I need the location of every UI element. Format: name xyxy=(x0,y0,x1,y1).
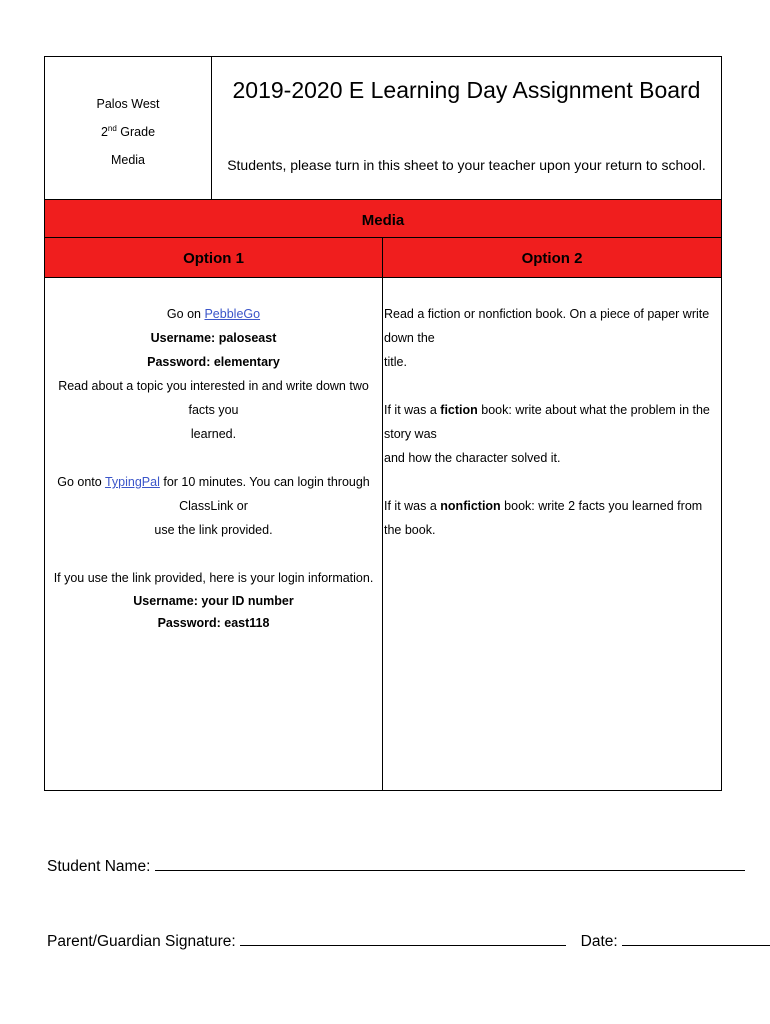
go-on-text: Go on xyxy=(166,307,201,321)
nonfiction-prefix: If it was a xyxy=(384,499,437,513)
grade-word: Grade xyxy=(120,125,156,139)
nonfiction-word: nonfiction xyxy=(440,499,501,513)
options-band xyxy=(45,238,721,278)
date-label: Date: xyxy=(580,933,618,950)
username-line: Username: paloseast xyxy=(150,331,277,345)
read-instruction-line-2: learned. xyxy=(190,427,237,441)
password-line: Password: elementary xyxy=(147,355,280,369)
option-2-label: Option 2 xyxy=(521,249,583,267)
date-field[interactable] xyxy=(622,931,770,946)
fiction-rest: book: write about what the problem in the story was xyxy=(384,403,710,441)
section-title: Media xyxy=(361,212,405,229)
pebblego-link[interactable]: PebbleGo xyxy=(204,307,261,321)
header-row xyxy=(45,57,721,200)
section-band xyxy=(45,200,721,238)
fiction-line xyxy=(384,398,717,446)
column-divider xyxy=(382,278,383,791)
nonfiction-rest: book: write 2 facts you learned from the book. xyxy=(384,499,703,537)
option-1-content xyxy=(45,278,382,634)
username-2-line: Username: your ID number xyxy=(133,594,294,608)
read-instruction-line-1: Read about a topic you interested in and write down two facts you xyxy=(58,379,369,417)
pebblego-line xyxy=(45,302,382,326)
nonfiction-line xyxy=(384,494,717,542)
parent-signature-label: Parent/Guardian Signature: xyxy=(47,933,236,950)
grade-line xyxy=(101,118,155,146)
login-intro: If you use the link provided, here is your login information. xyxy=(53,571,374,585)
read-book-line-2: title. xyxy=(384,355,407,369)
fiction-prefix: If it was a xyxy=(384,403,437,417)
fiction-word: fiction xyxy=(440,403,478,417)
student-name-label: Student Name: xyxy=(47,858,151,875)
password-2-line: Password: east118 xyxy=(157,616,270,630)
option-1-label: Option 1 xyxy=(183,249,244,267)
option-1-header xyxy=(45,238,383,278)
class-info xyxy=(45,57,212,199)
subject-name: Media xyxy=(110,153,146,167)
student-name-field[interactable] xyxy=(155,856,745,871)
grade-number: 2 xyxy=(100,125,108,139)
option-2-content xyxy=(384,278,717,542)
fiction-line-2: and how the character solved it. xyxy=(384,451,561,465)
go-onto-text: Go onto xyxy=(57,475,102,489)
typingpal-line xyxy=(45,470,382,518)
title-cell xyxy=(212,57,721,199)
read-book-line-1: Read a fiction or nonfiction book. On a piece of paper write down the xyxy=(384,307,710,345)
grade-suffix: nd xyxy=(107,123,117,133)
signature-row xyxy=(47,931,770,951)
option-2-header xyxy=(383,238,721,278)
typingpal-link[interactable]: TypingPal xyxy=(104,475,160,489)
typingpal-line-2: use the link provided. xyxy=(154,523,273,537)
page-subtitle: Students, please turn in this sheet to your teacher upon your return to school. xyxy=(227,157,706,173)
student-name-row xyxy=(47,856,745,876)
page-title: 2019-2020 E Learning Day Assignment Board xyxy=(232,77,701,103)
parent-signature-field[interactable] xyxy=(240,931,566,946)
assignment-board xyxy=(44,56,722,791)
typingpal-text: for 10 minutes. You can login through ClassLink or xyxy=(163,475,370,513)
school-name: Palos West xyxy=(96,97,160,111)
